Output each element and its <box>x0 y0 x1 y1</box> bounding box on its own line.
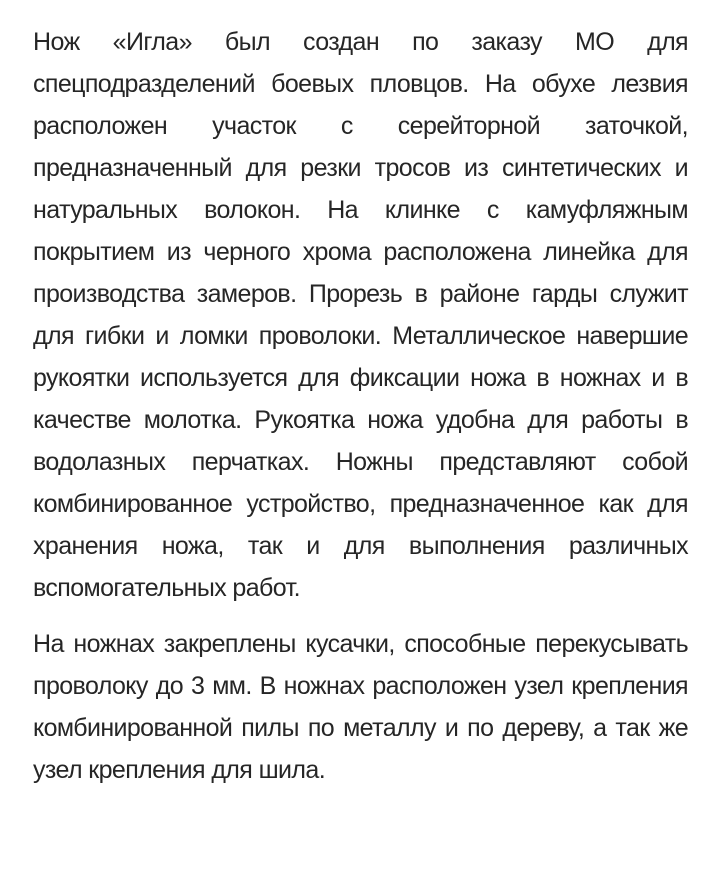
article-body <box>33 21 688 791</box>
paragraph-sheath-description: На ножнах закреплены кусачки, способные перекусывать проволоку до 3 мм. В ножнах расположен узел крепления комбинированной пилы по металлу и по дереву, а так же узел крепления для шила. <box>33 630 688 784</box>
paragraph-knife-description: Нож «Игла» был создан по заказу МО для спецподразделений боевых пловцов. На обухе лезвия расположен участок с серейторной заточкой, предназначенный для резки тросов из синтетических и натуральных волокон. На клинке с камуфляжным покрытием из черного хрома расположена линейка для производства замеров. Прорезь в районе гарды служит для гибки и ломки проволоки. Металлическое навершие рукоятки используется для фиксации ножа в ножнах и в качестве молотка. Рукоятка ножа удобна для работы в водолазных перчатках. Ножны представляют собой комбинированное устройство, предназначенное как для хранения ножа, так и для выполнения различных вспомогательных работ. <box>33 28 688 602</box>
